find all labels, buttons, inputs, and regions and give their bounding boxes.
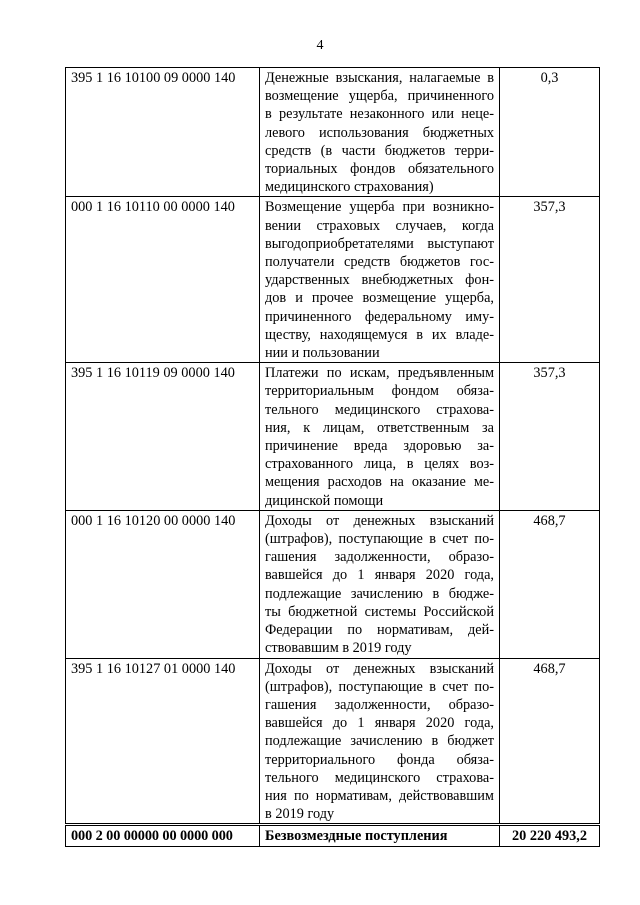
revenue-name-line: левого использования бюджетных [265,124,494,141]
revenue-name-line: (штрафов), поступающие в счет по- [265,531,494,548]
revenue-name-line: причинение вреда здоровью за- [265,438,494,455]
revenue-name-line: подлежащие зачислению в бюдже- [265,585,494,602]
revenue-name-line: Доходы от денежных взысканий [265,660,494,677]
total-row [66,825,600,846]
table-row [66,363,600,511]
table-row [66,68,600,197]
revenue-name-cell [260,510,500,658]
revenue-name-line: возмещение ущерба, причиненного [265,88,494,105]
revenue-name-cell [260,68,500,197]
table-row [66,658,600,825]
revenue-name-line: территориального фонда обяза- [265,751,494,768]
budget-code-cell: 395 1 16 10100 09 0000 140 [66,68,260,197]
revenue-name-line: тельного медицинского страхова- [265,769,494,786]
total-code-cell: 000 2 00 00000 00 0000 000 [66,825,260,846]
budget-code-cell: 395 1 16 10127 01 0000 140 [66,658,260,825]
revenue-name-line: ствовавшим в 2019 году [265,640,412,657]
revenue-name-line: Платежи по искам, предъявленным [265,365,494,382]
total-amount-cell: 20 220 493,2 [500,825,600,846]
revenue-name-line: гашения задолженности, образо- [265,696,494,713]
revenue-name-line: выгодоприобретателями выступают [265,235,494,252]
revenue-name-line: вении страховых случаев, когда [265,217,494,234]
revenue-name-line: Доходы от денежных взысканий [265,512,494,529]
amount-cell: 357,3 [500,363,600,511]
revenue-name-line: Денежные взыскания, налагаемые в [265,70,494,86]
table-row [66,510,600,658]
revenue-name-line: в результате незаконного или неце- [265,106,494,123]
revenue-name-line: медицинского страхования) [265,179,434,196]
revenue-name-line: в 2019 году [265,806,335,823]
revenue-name-line: вавшейся до 1 января 2020 года, [265,715,494,732]
revenue-name-cell [260,658,500,825]
revenue-name-line: ты бюджетной системы Российской [265,603,494,620]
revenue-name-line: мещения расходов на оказание ме- [265,474,494,491]
revenue-name-line: ния по нормативам, действовавшим [265,787,494,804]
amount-cell: 357,3 [500,197,600,363]
amount-cell: 0,3 [500,68,600,197]
table-body [66,68,600,847]
budget-code-cell: 000 1 16 10110 00 0000 140 [66,197,260,363]
revenue-name-line: (штрафов), поступающие в счет по- [265,678,494,695]
revenue-name-line: нии и пользовании [265,345,380,362]
revenue-name-line: подлежащие зачислению в бюджет [265,733,494,750]
revenue-name-line: дицинской помощи [265,492,384,509]
budget-revenue-table [65,67,600,847]
table-row [66,197,600,363]
revenue-name-line: средств (в части бюджетов терри- [265,142,494,159]
budget-code-cell: 000 1 16 10120 00 0000 140 [66,510,260,658]
amount-cell: 468,7 [500,510,600,658]
revenue-name-line: получатели средств бюджетов гос- [265,254,494,271]
revenue-name-cell [260,197,500,363]
budget-code-cell: 395 1 16 10119 09 0000 140 [66,363,260,511]
revenue-name-line: страхованного лица, в целях воз- [265,456,494,473]
page-number: 4 [316,38,324,53]
revenue-name-line: Возмещение ущерба при возникно- [265,199,494,216]
revenue-name-line: территориальным фондом обяза- [265,383,494,400]
revenue-name-line: ударственных внебюджетных фон- [265,272,494,289]
revenue-name-line: ториальных фондов обязательного [265,161,494,178]
revenue-name-cell [260,363,500,511]
revenue-name-line: дов и прочее возмещение ущерба, [265,290,494,307]
revenue-name-line: ния, к лицам, ответственным за [265,419,494,436]
revenue-name-line: вавшейся до 1 января 2020 года, [265,567,494,584]
amount-cell: 468,7 [500,658,600,825]
revenue-name-line: тельного медицинского страхова- [265,401,494,418]
revenue-name-line: гашения задолженности, образо- [265,549,494,566]
total-name-cell: Безвозмездные поступления [260,825,500,846]
revenue-name-line: ществу, находящемуся в их владе- [265,326,494,343]
revenue-name-line: Федерации по нормативам, дей- [265,622,494,639]
revenue-name-line: причиненного федеральному иму- [265,308,494,325]
